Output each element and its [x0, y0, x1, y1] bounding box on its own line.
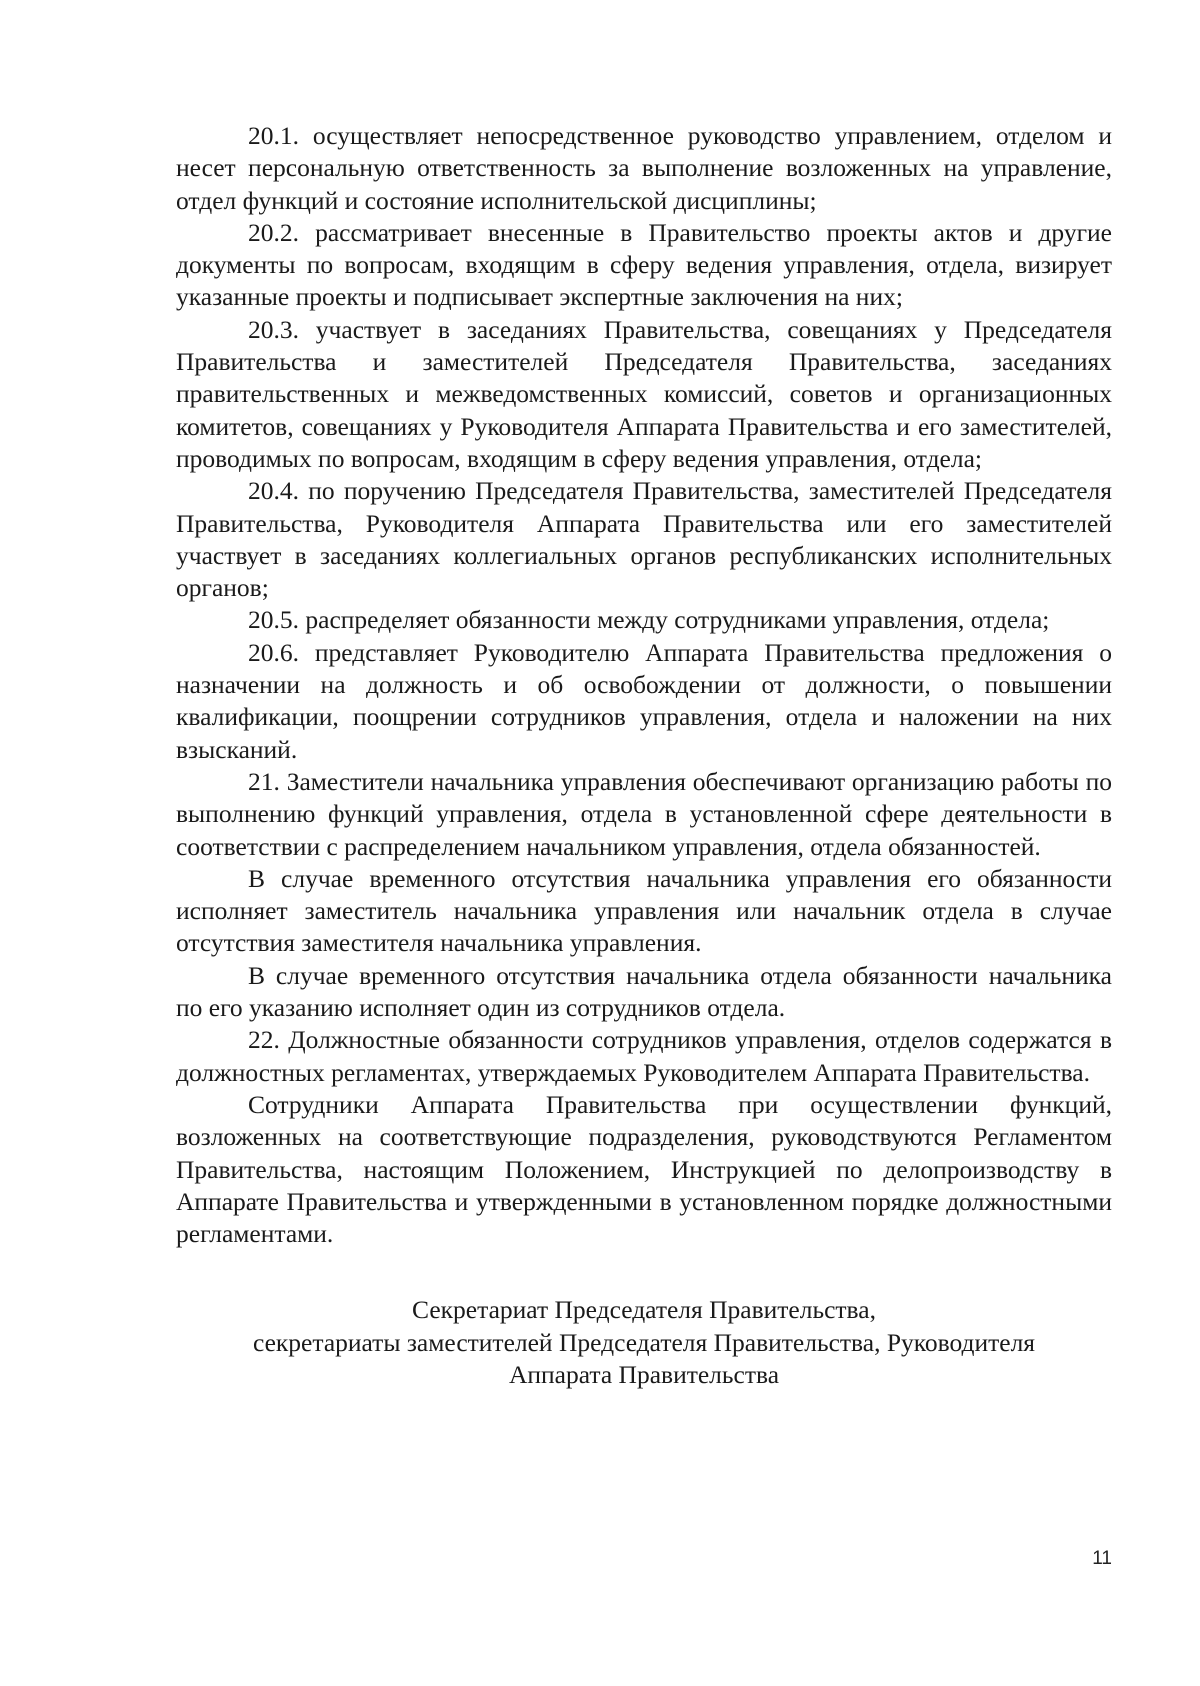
paragraph-21: 21. Заместители начальника управления обеспечивают организацию работы по выполнению функций управления, отдела в установленной сфере деятельности в соответствии с распределением начальником управления, отдела обязанностей.	[176, 766, 1112, 861]
section-heading	[176, 1294, 1112, 1391]
paragraph-22: 22. Должностные обязанности сотрудников управления, отделов содержатся в должностных регламентах, утверждаемых Руководителем Аппарата Правительства.	[176, 1025, 1112, 1087]
paragraph-22-staff: Сотрудники Аппарата Правительства при осуществлении функций, возложенных на соответствующие подразделения, руководствуются Регламентом Правительства, настоящим Положением, Инструкцией по делопроизводству в Аппарате Правительства и утвержденными в установленном порядке должностными регламентами.	[176, 1089, 1112, 1249]
paragraph-21-absence-head: В случае временного отсутствия начальника управления его обязанности исполняет заместитель начальника управления или начальник отдела в случае отсутствия заместителя начальника управления.	[176, 863, 1112, 958]
section-heading-line-3: Аппарата Правительства	[508, 1359, 780, 1389]
paragraph-20-4: 20.4. по поручению Председателя Правительства, заместителей Председателя Правительства, Руководителя Аппарата Правительства или его заместителей участвует в заседаниях коллегиальных органов республиканских исполнительных органов;	[176, 476, 1112, 603]
section-heading-line-2: секретариаты заместителей Председателя Правительства, Руководителя	[252, 1327, 1036, 1357]
section-heading-line-1: Секретариат Председателя Правительства,	[412, 1295, 876, 1325]
paragraph-20-1: 20.1. осуществляет непосредственное руководство управлением, отделом и несет персональную ответственность за выполнение возложенных на управление, отдел функций и состояние исполнительской дисциплины;	[176, 121, 1112, 215]
paragraph-21-absence-dept: В случае временного отсутствия начальника отдела обязанности начальника по его указанию исполняет один из сотрудников отдела.	[176, 960, 1112, 1023]
paragraph-20-5: 20.5. распределяет обязанности между сотрудниками управления, отдела;	[248, 605, 1050, 635]
paragraph-20-3: 20.3. участвует в заседаниях Правительства, совещаниях у Председателя Правительства и заместителей Председателя Правительства, заседаниях правительственных и межведомственных комиссий, советов и организационных комитетов, совещаниях у Руководителя Аппарата Правительства и его заместителей, проводимых по вопросам, входящим в сферу ведения управления, отдела;	[176, 314, 1112, 473]
paragraph-20-6: 20.6. представляет Руководителю Аппарата Правительства предложения о назначении на должность и об освобождении от должности, о повышении квалификации, поощрении сотрудников управления, отдела и наложении на них взысканий.	[176, 637, 1112, 764]
page-number: 11	[1092, 1548, 1112, 1569]
paragraph-20-2: 20.2. рассматривает внесенные в Правительство проекты актов и другие документы по вопросам, входящим в сферу ведения управления, отдела, визирует указанные проекты и подписывает экспертные заключения на них;	[176, 217, 1112, 312]
document-page	[176, 120, 1112, 1391]
